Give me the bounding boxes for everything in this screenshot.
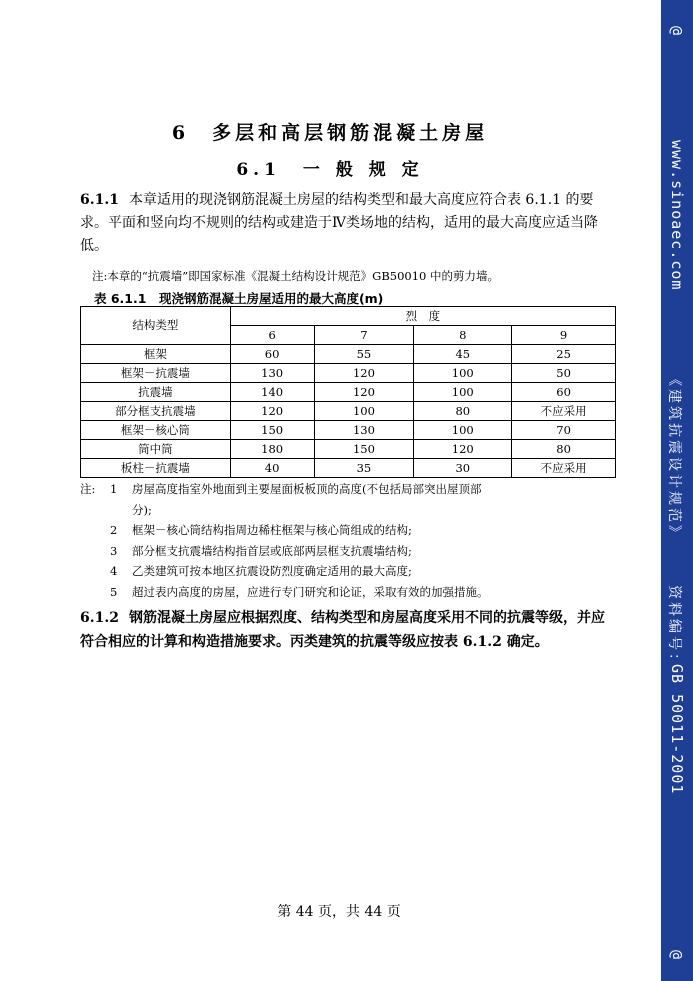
sidebar-banner xyxy=(661,0,693,981)
table-note-continuation xyxy=(80,500,620,521)
clause-6-1-2 xyxy=(80,606,616,654)
table-cell: 120 xyxy=(314,364,414,383)
table-note xyxy=(80,582,620,603)
table-note xyxy=(80,561,620,582)
table-cell: 45 xyxy=(414,345,512,364)
table-cell: 150 xyxy=(314,440,414,459)
note-index: 3 xyxy=(110,543,118,558)
clause-6-1-1 xyxy=(80,189,616,258)
note-index: 2 xyxy=(110,523,118,537)
table-cell: 120 xyxy=(414,440,512,459)
table-row xyxy=(81,364,616,383)
note-text: 部分框支抗震墙结构指首层或底部两层框支抗震墙结构; xyxy=(132,543,412,558)
table-cell: 框架－抗震墙 xyxy=(81,364,231,383)
notes-label: 注: xyxy=(80,482,96,496)
table-cell: 150 xyxy=(230,421,314,440)
table-cell: 100 xyxy=(314,402,414,421)
note-text: 乙类建筑可按本地区抗震设防烈度确定适用的最大高度; xyxy=(132,564,412,578)
page-footer: 第 44 页，共 44 页 xyxy=(277,904,401,920)
table-row xyxy=(81,459,616,478)
header-intensity: 烈 度 xyxy=(230,307,615,326)
table-cell: 30 xyxy=(414,459,512,478)
header-intensity-7: 7 xyxy=(314,326,414,345)
table-cell: 25 xyxy=(512,345,616,364)
note-index: 4 xyxy=(110,564,118,578)
header-intensity-6: 6 xyxy=(230,326,314,345)
table-cell: 100 xyxy=(414,421,512,440)
table-caption: 表 6.1.1 现浇钢筋混凝土房屋适用的最大高度(m) xyxy=(94,291,384,306)
header-structure-type: 结构类型 xyxy=(81,307,231,345)
table-cell: 120 xyxy=(230,402,314,421)
table-cell: 60 xyxy=(512,383,616,402)
table-cell: 180 xyxy=(230,440,314,459)
table-cell: 80 xyxy=(414,402,512,421)
clause-number: 6.1.2 xyxy=(80,610,119,626)
header-intensity-8: 8 xyxy=(414,326,512,345)
table-cell: 100 xyxy=(414,364,512,383)
chapter-title: 6 多层和高层钢筋混凝土房屋 xyxy=(171,122,489,144)
table-cell: 不应采用 xyxy=(512,402,616,421)
height-table xyxy=(80,306,616,478)
note-text: 房屋高度指室外地面到主要屋面板板顶的高度(不包括局部突出屋顶部 xyxy=(132,482,482,496)
table-cell: 140 xyxy=(230,383,314,402)
clause-text: 本章适用的现浇钢筋混凝土房屋的结构类型和最大高度应符合表 6.1.1 的要求。平面和竖向均不规则的结构或建造于Ⅳ类场地的结构，适用的最大高度应适当降低。 xyxy=(80,192,598,254)
table-cell: 80 xyxy=(512,440,616,459)
table-cell: 抗震墙 xyxy=(81,383,231,402)
table-row xyxy=(81,402,616,421)
table-cell: 框架 xyxy=(81,345,231,364)
header-intensity-9: 9 xyxy=(512,326,616,345)
table-cell: 40 xyxy=(230,459,314,478)
table-cell: 框架－核心筒 xyxy=(81,421,231,440)
note-text: 框架－核心筒结构指周边稀柱框架与核心筒组成的结构; xyxy=(132,523,412,537)
note-index: 1 xyxy=(110,482,118,496)
table-note xyxy=(80,541,620,562)
sidebar-top-symbol: @ xyxy=(668,26,686,37)
section-title: 6.1 一 般 规 定 xyxy=(236,160,424,180)
table-cell: 120 xyxy=(314,383,414,402)
table-note xyxy=(80,479,620,500)
table-row xyxy=(81,383,616,402)
table-row xyxy=(81,345,616,364)
table-cell: 100 xyxy=(414,383,512,402)
note-index: 5 xyxy=(110,584,118,599)
table-cell: 板柱－抗震墙 xyxy=(81,459,231,478)
table-cell: 130 xyxy=(314,421,414,440)
table-notes xyxy=(80,479,620,602)
clause-text: 钢筋混凝土房屋应根据烈度、结构类型和房屋高度采用不同的抗震等级，并应符合相应的计算和构造措施要求。丙类建筑的抗震等级应按表 6.1.2 确定。 xyxy=(80,610,605,650)
table-cell: 70 xyxy=(512,421,616,440)
sidebar-book-title: 《建筑抗震设计规范》 xyxy=(666,372,682,542)
table-cell: 130 xyxy=(230,364,314,383)
clause-note: 注:本章的“抗震墙”即国家标准《混凝土结构设计规范》GB50010 中的剪力墙。 xyxy=(92,269,500,283)
table-row xyxy=(81,421,616,440)
sidebar-url: www.sinoaec.com xyxy=(668,140,686,291)
clause-number: 6.1.1 xyxy=(80,192,119,208)
table-note xyxy=(80,520,620,541)
note-text: 超过表内高度的房屋，应进行专门研究和论证，采取有效的加强措施。 xyxy=(132,584,489,599)
note-text: 分); xyxy=(132,502,152,517)
sidebar-code-label: 资料编号： xyxy=(666,585,682,670)
table-cell: 55 xyxy=(314,345,414,364)
table-cell: 50 xyxy=(512,364,616,383)
table-row xyxy=(81,440,616,459)
table-cell: 部分框支抗震墙 xyxy=(81,402,231,421)
sidebar-code: GB 50011-2001 xyxy=(668,664,686,795)
table-cell: 60 xyxy=(230,345,314,364)
table-cell: 不应采用 xyxy=(512,459,616,478)
table-cell: 35 xyxy=(314,459,414,478)
sidebar-bottom-symbol: @ xyxy=(668,950,686,961)
table-cell: 筒中筒 xyxy=(81,440,231,459)
